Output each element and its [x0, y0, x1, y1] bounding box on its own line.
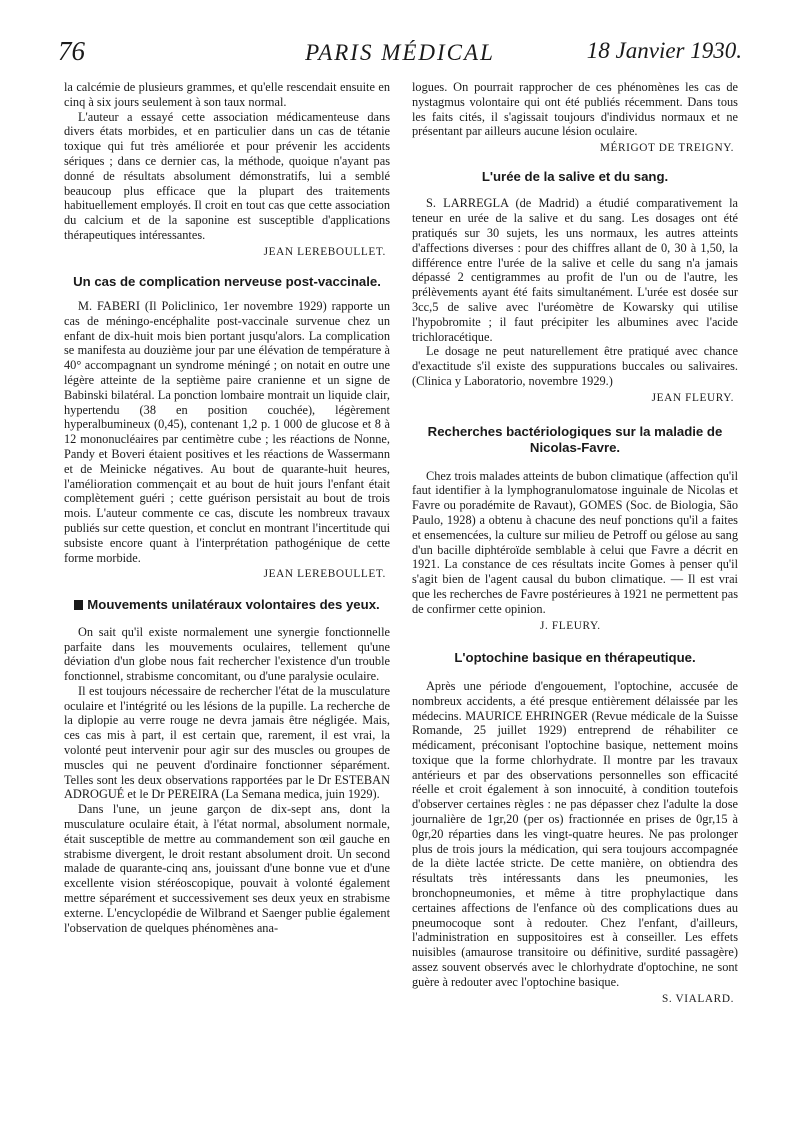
journal-title: PARIS MÉDICAL: [305, 40, 495, 65]
article-paragraph: Chez trois malades atteints de bubon climatique (affection qu'il faut identifier à la lymphogranulomatose inguinale de Nicolas et Favre ou poradémite de Ravaut), GOMES (Soc. de Biologia, São Paulo, 1928) a obtenu à chacune des neuf ponctions qu'il a faites et ensemencées, la culture sur milieu de Petroff ou gélose au sang d'un bacille diphtéroïde semblable à celui que Favre a décrit en 1921. La constance de ces résultats incite Gomes à penser qu'il s'agit bien de l'agent causal du bubon climatique. — Il est vrai que les recherches de Favre postérieures à 1921 ne permettent pas de confirmer cette opinion.: [412, 468, 738, 616]
article-title: L'optochine basique en thérapeutique.: [454, 650, 696, 666]
article-paragraph: S. LARREGLA (de Madrid) a étudié comparativement la teneur en urée de la salive et du sang. Les dosages ont été pratiqués sur 30 sujets, les uns normaux, les autres atteints d'affections diverses : pour des chiffres allant de 0, 30 à 1,50, la différence entre l'urée de la salive et celle du sang n'a jamais dépassé 2 centigrammes au profit de l'un ou de l'autre, les prélèvements ayant été faits simultanément. L'urée est dosée sur 3cc,5 de salive avec l'uréomètre de Kowarsky qui utilise l'hypobromite ; il faut précipiter les albumines avec l'acide trichloracétique.: [412, 196, 738, 344]
left-column: [64, 80, 390, 935]
article-paragraph: Après une période d'engouement, l'optochine, accusée de nombreux accidents, a été presque entièrement délaissée par les médecins. MAURICE EHRINGER (Revue médicale de la Suisse Romande, 25 juillet 1929) entreprend de réhabiliter ce médicament, préconisant l'optochine basique, nettement moins toxique que la forme chlorhydrate. Il montre par les travaux antérieurs et par des observations personnelles son efficacité réelle et croit également à son innocuité, à condition toutefois d'observer certaines règles : ne pas dépasser chez l'adulte la dose journalière de 1gr,20 (per os) fractionnée en prises de 0gr,15 à 0gr,20 réparties dans les vingt-quatre heures. Ne pas prolonger plus de trois jours la médication, qui sera toujours accompagnée de la diète lactée stricte. De cette manière, on obtiendra des résultats très intéressants dans les pneumonies, les bronchopneumonies, et même à titre prophylactique dans certaines affections de l'enfance où des complications dues au pneumocoque sont à redouter. Chez l'enfant, d'ailleurs, l'administration en suppositoires est à conseiller. Les effets nuisibles (amaurose transitoire ou définitive, surdité passagère) assez souvent observés avec le chlorhydrate d'optochine, ne sont guère à redouter avec l'optochine basique.: [412, 678, 738, 989]
right-column: [412, 80, 738, 1006]
article-paragraph: M. FABERI (Il Policlinico, 1er novembre 1929) rapporte un cas de méningo-encéphalite post-vaccinale survenue chez un enfant de dix-huit mois bien portant jusqu'alors. La complication se manifesta au douzième jour par une élévation de température à 40° accompagnant un syndrome méningé ; on notait en outre une légère atteinte de la septième paire cranienne et un signe de Babinski bilatéral. La ponction lombaire montrait un liquide clair, hypertendu (38 en position couchée), légèrement hyperalbumineux (0,45), contenant 1,2 p. 1 000 de glucose et 8 à 12 mononucléaires par centimètre cube ; les réactions de Nonne, Pandy et Boveri étaient positives et les réactions de Wassermann et de Meinicke négatives. Au bout de quarante-huit heures, l'amélioration commençait et au bout de huit jours l'enfant était complètement guéri ; cette guérison persistait au bout de trois mois. L'auteur commente ce cas, discute les nombreux travaux publiés sur cette question, et conclut en montrant l'incertitude qui subsiste encore quant à l'interprétation pathogénique de cette forme morbide.: [64, 299, 390, 565]
signature: JEAN LEREBOULLET.: [263, 245, 386, 258]
article-paragraph: On sait qu'il existe normalement une synergie fonctionnelle parfaite dans les mouvements oculaires, tellement qu'une déviation d'un globe nous fait rechercher l'existence d'un trouble fonctionnel, strabisme concomitant, ou d'une paralysie oculaire.: [64, 624, 390, 684]
page-header: [58, 34, 742, 74]
page-number: 76: [58, 36, 85, 66]
article-paragraph: Le dosage ne peut naturellement être pratiqué avec chance d'exactitude s'il existe des suppurations buccales ou salivaires. (Clinica y Laboratorio, novembre 1929.): [412, 344, 738, 389]
section-marker-icon: [74, 600, 83, 610]
signature: MÉRIGOT DE TREIGNY.: [599, 142, 734, 155]
signature: JEAN LEREBOULLET.: [263, 568, 386, 581]
continuation-paragraph: logues. On pourrait rapprocher de ces phénomènes les cas de nystagmus volontaire qui ont été publiés récemment. Dans tous les faits cités, il s'agissait toujours d'individus normaux et ne présentant par ailleurs aucune lésion oculaire.: [412, 80, 738, 139]
intro-paragraph: L'auteur a essayé cette association médicamenteuse dans divers états morbides, et en particulier dans un cas de tétanie toxique qui fut très améliorée et pour prévenir les accidents sériques ; dans ce dernier cas, la méthode, quoique n'ayant pas donné de résultats absolument démonstratifs, lui a semblé beaucoup plus efficace que la plupart des traitements habituellement employés. Il croit en tout cas que cette association du calcium et de la saponine est susceptible d'applications thérapeutiques intéressantes.: [64, 109, 390, 242]
article-title: Mouvements unilatéraux volontaires des yeux.: [64, 597, 390, 614]
signature: JEAN FLEURY.: [651, 391, 734, 404]
issue-date: 18 Janvier 1930.: [586, 38, 742, 63]
article-title: Un cas de complication nerveuse post-vaccinale.: [73, 273, 381, 289]
signature: J. FLEURY.: [540, 619, 601, 632]
article-paragraph: Il est toujours nécessaire de rechercher l'état de la musculature oculaire et l'intégrité ou les lésions de la pupille. La recherche de la diplopie au verre rouge ne devra jamais être négligée. Mais, ces cas mis à part, il est certain que, rarement, il est vrai, la volonté peut intervenir pour agir sur des muscles ou groupes de muscles qui ne peuvent d'ordinaire fonctionner séparément. Telles sont les deux observations rapportées par le Dr ESTEBAN ADROGUÉ et le Dr PEREIRA (La Semana medica, juin 1929).: [64, 683, 390, 802]
article-title: L'urée de la salive et du sang.: [481, 168, 669, 184]
signature: S. VIALARD.: [662, 992, 734, 1005]
article-title: Recherches bactériologiques sur la maladie de Nicolas-Favre.: [427, 423, 723, 456]
article-paragraph: Dans l'une, un jeune garçon de dix-sept ans, dont la musculature oculaire était, à l'état normal, absolument normale, était susceptible de mettre au commandement son œil gauche en strabisme divergent, le droit restant absolument droit. Un second malade de quarante-cinq ans, jouissant d'une bonne vue et d'une excellente vision stéréoscopique, pouvait à volonté également mettre séparément et successivement ses deux yeux en strabisme externe. L'encyclopédie de Wilbrand et Saenger publie également l'observation de quelques phénomènes ana-: [64, 802, 390, 935]
intro-paragraph: la calcémie de plusieurs grammes, et qu'elle rescendait ensuite en cinq à six jours seulement à son taux normal.: [64, 80, 390, 109]
